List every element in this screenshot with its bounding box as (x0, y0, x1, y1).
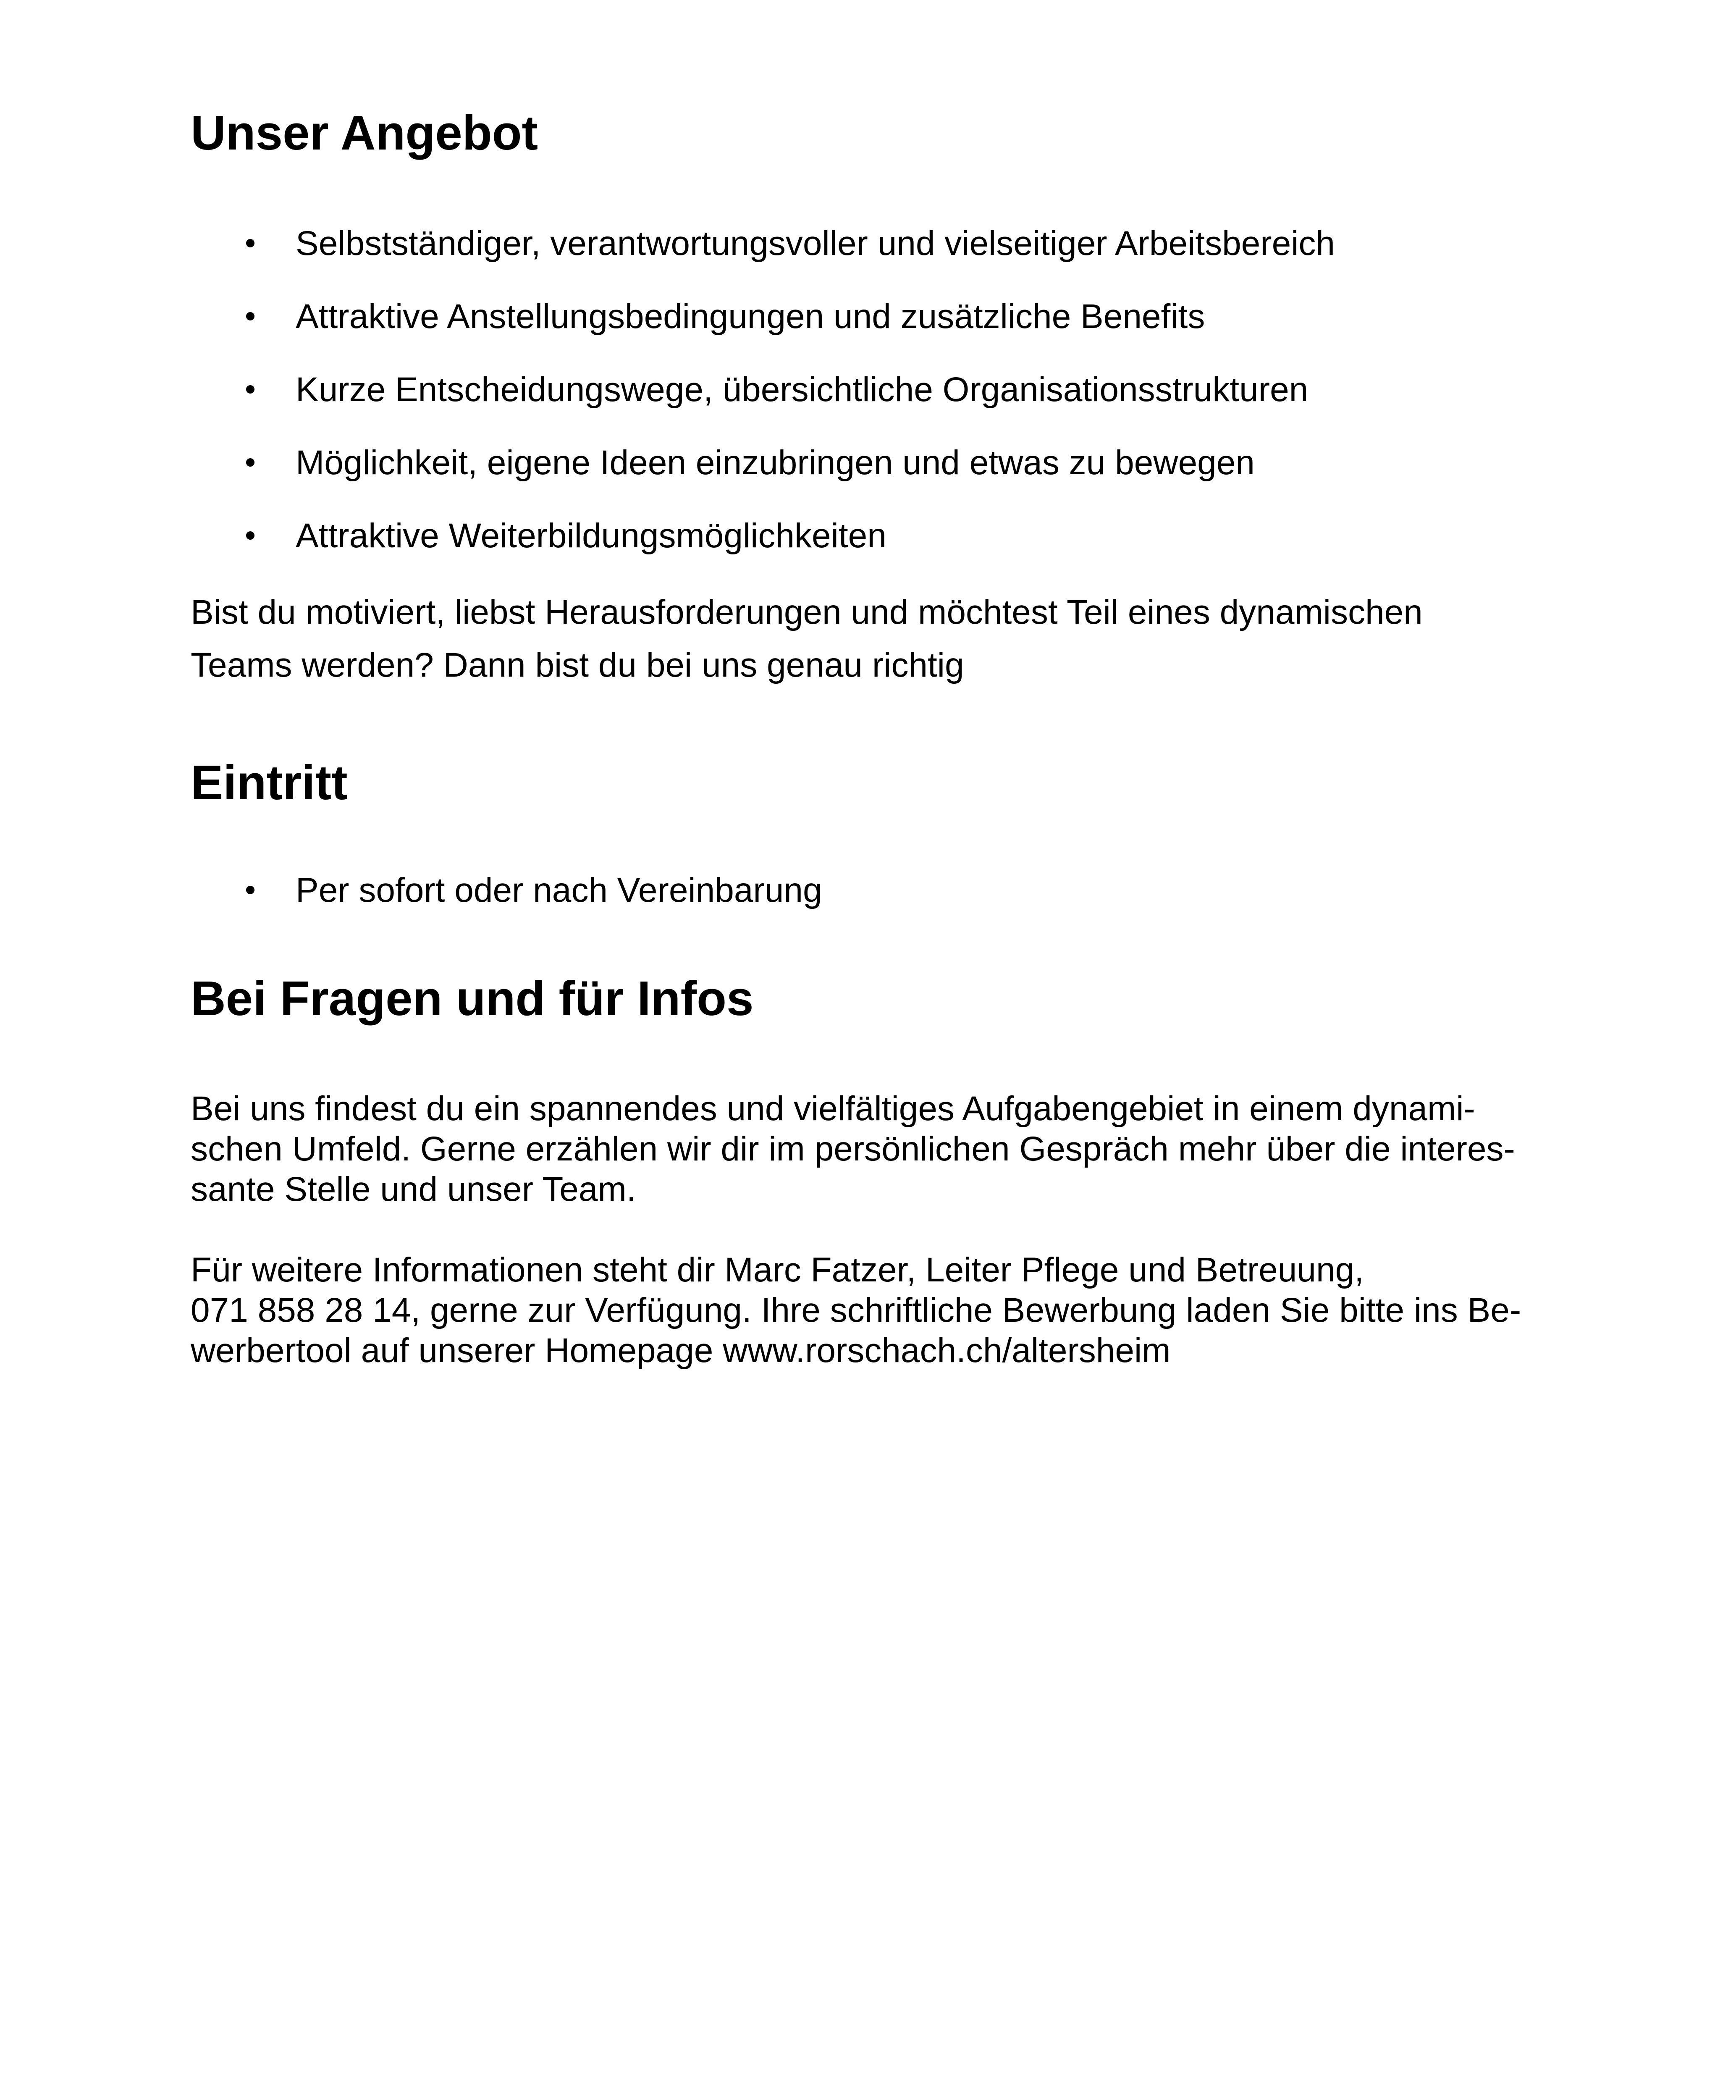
offer-list (191, 220, 1576, 559)
paragraph-line: sante Stelle und unser Team. (191, 1170, 636, 1209)
contact-section (191, 971, 1576, 1371)
list-item (191, 367, 1576, 413)
entry-section (191, 755, 1576, 913)
list-item (191, 294, 1576, 340)
list-item-text: Attraktive Weiterbildungsmöglichkeiten (296, 517, 886, 555)
contact-paragraph-info (191, 1250, 1576, 1371)
paragraph-line: schen Umfeld. Gerne erzählen wir dir im persönlichen Gespräch mehr über die interes- (191, 1130, 1515, 1168)
list-item-text: Selbstständiger, verantwortungsvoller und vielseitiger Arbeitsbereich (296, 224, 1335, 263)
list-item-text: Kurze Entscheidungswege, übersichtliche Organisationsstrukturen (296, 370, 1309, 409)
contact-paragraph-intro (191, 1089, 1576, 1210)
bullet-icon (246, 239, 254, 247)
list-item (191, 867, 1576, 914)
entry-heading: Eintritt (191, 755, 348, 810)
offer-paragraph (191, 586, 1576, 692)
offer-heading: Unser Angebot (191, 105, 538, 160)
paragraph-line: 071 858 28 14, gerne zur Verfügung. Ihre schriftliche Bewerbung laden Sie bitte ins Be- (191, 1291, 1521, 1330)
bullet-icon (246, 531, 254, 540)
list-item (191, 440, 1576, 486)
paragraph-line: werbertool auf unserer Homepage www.rorschach.ch/altersheim (191, 1331, 1171, 1370)
list-item (191, 513, 1576, 559)
bullet-icon (246, 886, 254, 894)
bullet-icon (246, 312, 254, 320)
list-item-text: Per sofort oder nach Vereinbarung (296, 871, 822, 909)
entry-list (191, 867, 1576, 914)
bullet-icon (246, 385, 254, 394)
offer-section (191, 105, 1576, 692)
bullet-icon (246, 458, 254, 467)
paragraph-line: Teams werden? Dann bist du bei uns genau richtig (191, 646, 964, 685)
list-item (191, 220, 1576, 267)
paragraph-line: Bist du motiviert, liebst Herausforderungen und möchtest Teil eines dynamischen (191, 593, 1423, 632)
document-content (191, 105, 1576, 1371)
paragraph-line: Für weitere Informationen steht dir Marc Fatzer, Leiter Pflege und Betreuung, (191, 1251, 1364, 1289)
paragraph-line: Bei uns findest du ein spannendes und vielfältiges Aufgabengebiet in einem dynami- (191, 1089, 1475, 1128)
list-item-text: Möglichkeit, eigene Ideen einzubringen und etwas zu bewegen (296, 444, 1255, 482)
contact-heading: Bei Fragen und für Infos (191, 971, 754, 1026)
list-item-text: Attraktive Anstellungsbedingungen und zusätzliche Benefits (296, 297, 1205, 336)
